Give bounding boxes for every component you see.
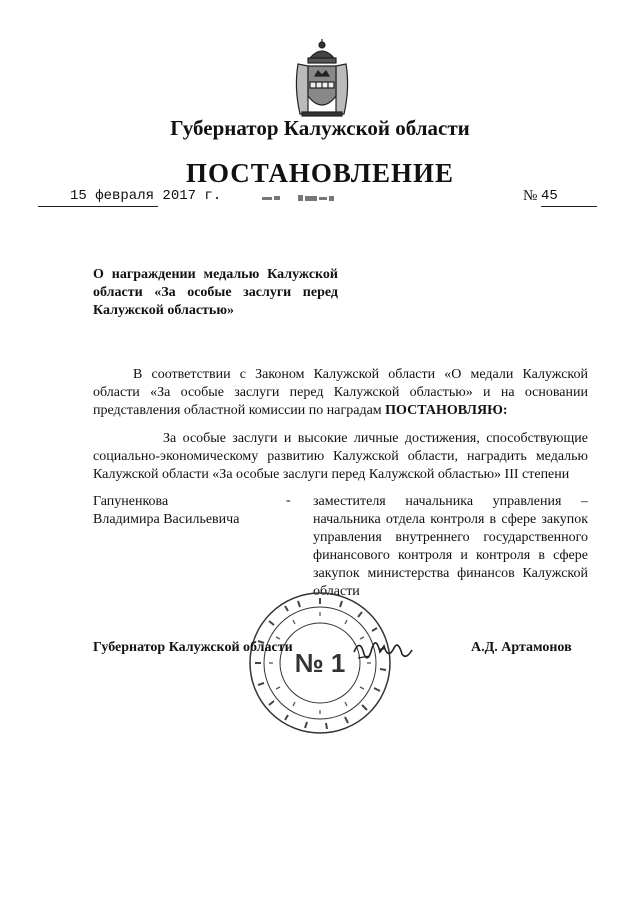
signatory-title: Губернатор Калужской области	[93, 640, 293, 655]
paragraph-award-decision: За особые заслуги и высокие личные достижения, способствующие социально-экономическому развитию Калужской области, наградить медалью Калужской области «За особые заслуги перед Калужской областью» III степени	[93, 431, 588, 482]
document-number: 45	[541, 188, 558, 204]
paragraph-legal-basis	[93, 366, 588, 420]
awardee-position: заместителя начальника управления – начальника отдела контроля в сфере закупок управления внутреннего государственного финансового контроля и контроля в сфере закупок министерства финансов Калужской области	[313, 494, 588, 599]
stamp-number: № 1	[294, 648, 346, 678]
governor-title: Губернатор Калужской области	[170, 116, 470, 140]
date-underline	[38, 206, 158, 207]
kaluga-coat-of-arms-icon	[292, 38, 352, 120]
awardee-name	[93, 493, 273, 529]
number-label: №	[523, 188, 538, 204]
number-underline	[541, 206, 597, 207]
paragraph-legal-basis-text: В соответствии с Законом Калужской области «О медали Калужской области «За особые заслуги перед Калужской областью» и на основании представления областной комиссии по наградам	[93, 367, 588, 418]
registration-smudge-mark	[262, 192, 342, 204]
awardee-dash: -	[286, 493, 291, 508]
awardee-surname: Гапуненкова	[93, 494, 169, 509]
decree-keyword: ПОСТАНОВЛЯЮ:	[385, 403, 508, 418]
handwritten-signature-icon	[350, 630, 415, 670]
document-subject: О награждении медалью Калужской области «За особые заслуги перед Калужской областью»	[93, 267, 338, 318]
document-type-title: ПОСТАНОВЛЕНИЕ	[185, 158, 455, 188]
document-date: 15 февраля 2017 г.	[70, 188, 222, 204]
signatory-name: А.Д. Артамонов	[471, 640, 572, 655]
awardee-given-names: Владимира Васильевича	[93, 512, 240, 527]
